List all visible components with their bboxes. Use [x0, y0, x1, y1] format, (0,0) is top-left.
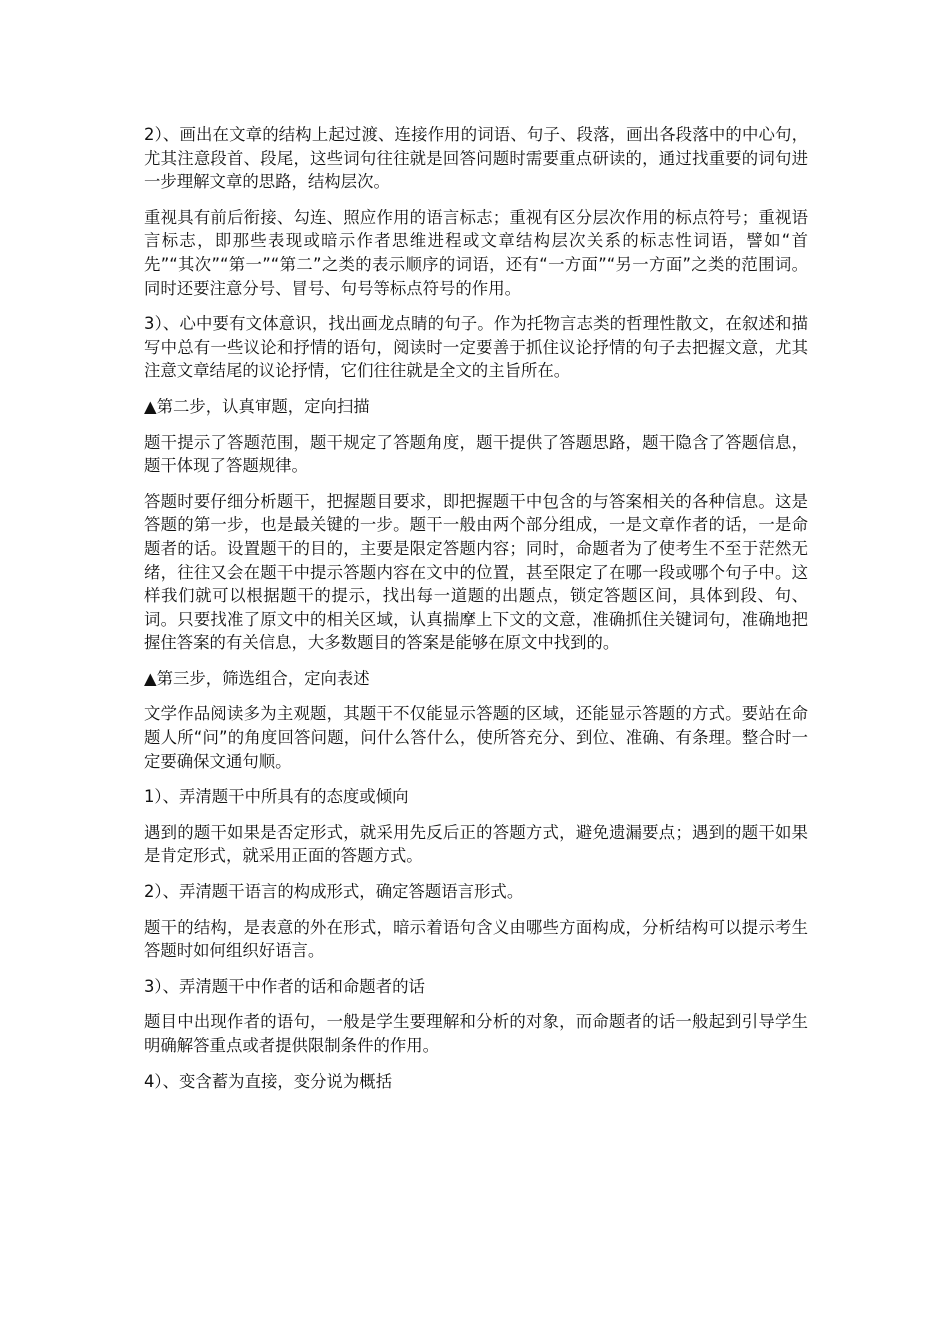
subheading-4: 4）、变含蓄为直接，变分说为概括	[144, 1071, 393, 1091]
document-body	[144, 123, 808, 1105]
paragraph-3: 3）、心中要有文体意识，找出画龙点睛的句子。作为托物言志类的哲理性散文，在叙述和描写中总有一些议论和抒情的语句，阅读时一定要善于抓住议论抒情的句子去把握文意，尤其注意文章结尾的议论抒情，它们往往就是全文的主旨所在。	[144, 314, 808, 381]
paragraph-5: 题干提示了答题范围，题干规定了答题角度，题干提供了答题思路，题干隐含了答题信息，题干体现了答题规律。	[144, 432, 808, 476]
paragraph-10: 遇到的题干如果是否定形式，就采用先反后正的答题方式，避免遗漏要点；遇到的题干如果是肯定形式，就采用正面的答题方式。	[144, 822, 808, 866]
step-two-heading: ▲第二步，认真审题，定向扫描	[144, 396, 370, 416]
subheading-2: 2）、弄清题干语言的构成形式，确定答题语言形式。	[144, 882, 524, 902]
paragraph-2: 重视具有前后衔接、勾连、照应作用的语言标志；重视有区分层次作用的标点符号；重视语言标志，即那些表现或暗示作者思维进程或文章结构层次关系的标志性词语，譬如“首先”“其次”“第一”“第二”之类的表示顺序的词语，还有“一方面”“另一方面”之类的范围词。同时还要注意分号、冒号、句号等标点符号的作用。	[144, 207, 808, 298]
paragraph-1: 2）、画出在文章的结构上起过渡、连接作用的词语、句子、段落，画出各段落中的中心句，尤其注意段首、段尾，这些词句往往就是回答问题时需要重点研读的，通过找重要的词句进一步理解文章的思路，结构层次。	[144, 125, 808, 192]
paragraph-6: 答题时要仔细分析题干，把握题目要求，即把握题干中包含的与答案相关的各种信息。这是答题的第一步，也是最关键的一步。题干一般由两个部分组成，一是文章作者的话，一是命题者的话。设置题干的目的，主要是限定答题内容；同时，命题者为了使考生不至于茫然无绪，往往又会在题干中提示答题内容在文中的位置，甚至限定了在哪一段或哪个句子中。这样我们就可以根据题干的提示，找出每一道题的出题点，锁定答题区间，具体到段、句、词。只要找准了原文中的相关区域，认真揣摩上下文的文意，准确抓住关键词句，准确地把握住答案的有关信息，大多数题目的答案是能够在原文中找到的。	[144, 491, 808, 653]
paragraph-14: 题目中出现作者的语句，一般是学生要理解和分析的对象，而命题者的话一般起到引导学生明确解答重点或者提供限制条件的作用。	[144, 1012, 808, 1055]
paragraph-12: 题干的结构，是表意的外在形式，暗示着语句含义由哪些方面构成，分析结构可以提示考生答题时如何组织好语言。	[144, 917, 808, 961]
subheading-3: 3）、弄清题干中作者的话和命题者的话	[144, 976, 425, 996]
subheading-1: 1）、弄清题干中所具有的态度或倾向	[144, 787, 409, 807]
paragraph-8: 文学作品阅读多为主观题，其题干不仅能显示答题的区域，还能显示答题的方式。要站在命题人所“问”的角度回答问题，问什么答什么，使所答充分、到位、准确、有条理。整合时一定要确保文通句顺。	[144, 704, 808, 771]
step-three-heading: ▲第三步，筛选组合，定向表述	[144, 668, 370, 688]
